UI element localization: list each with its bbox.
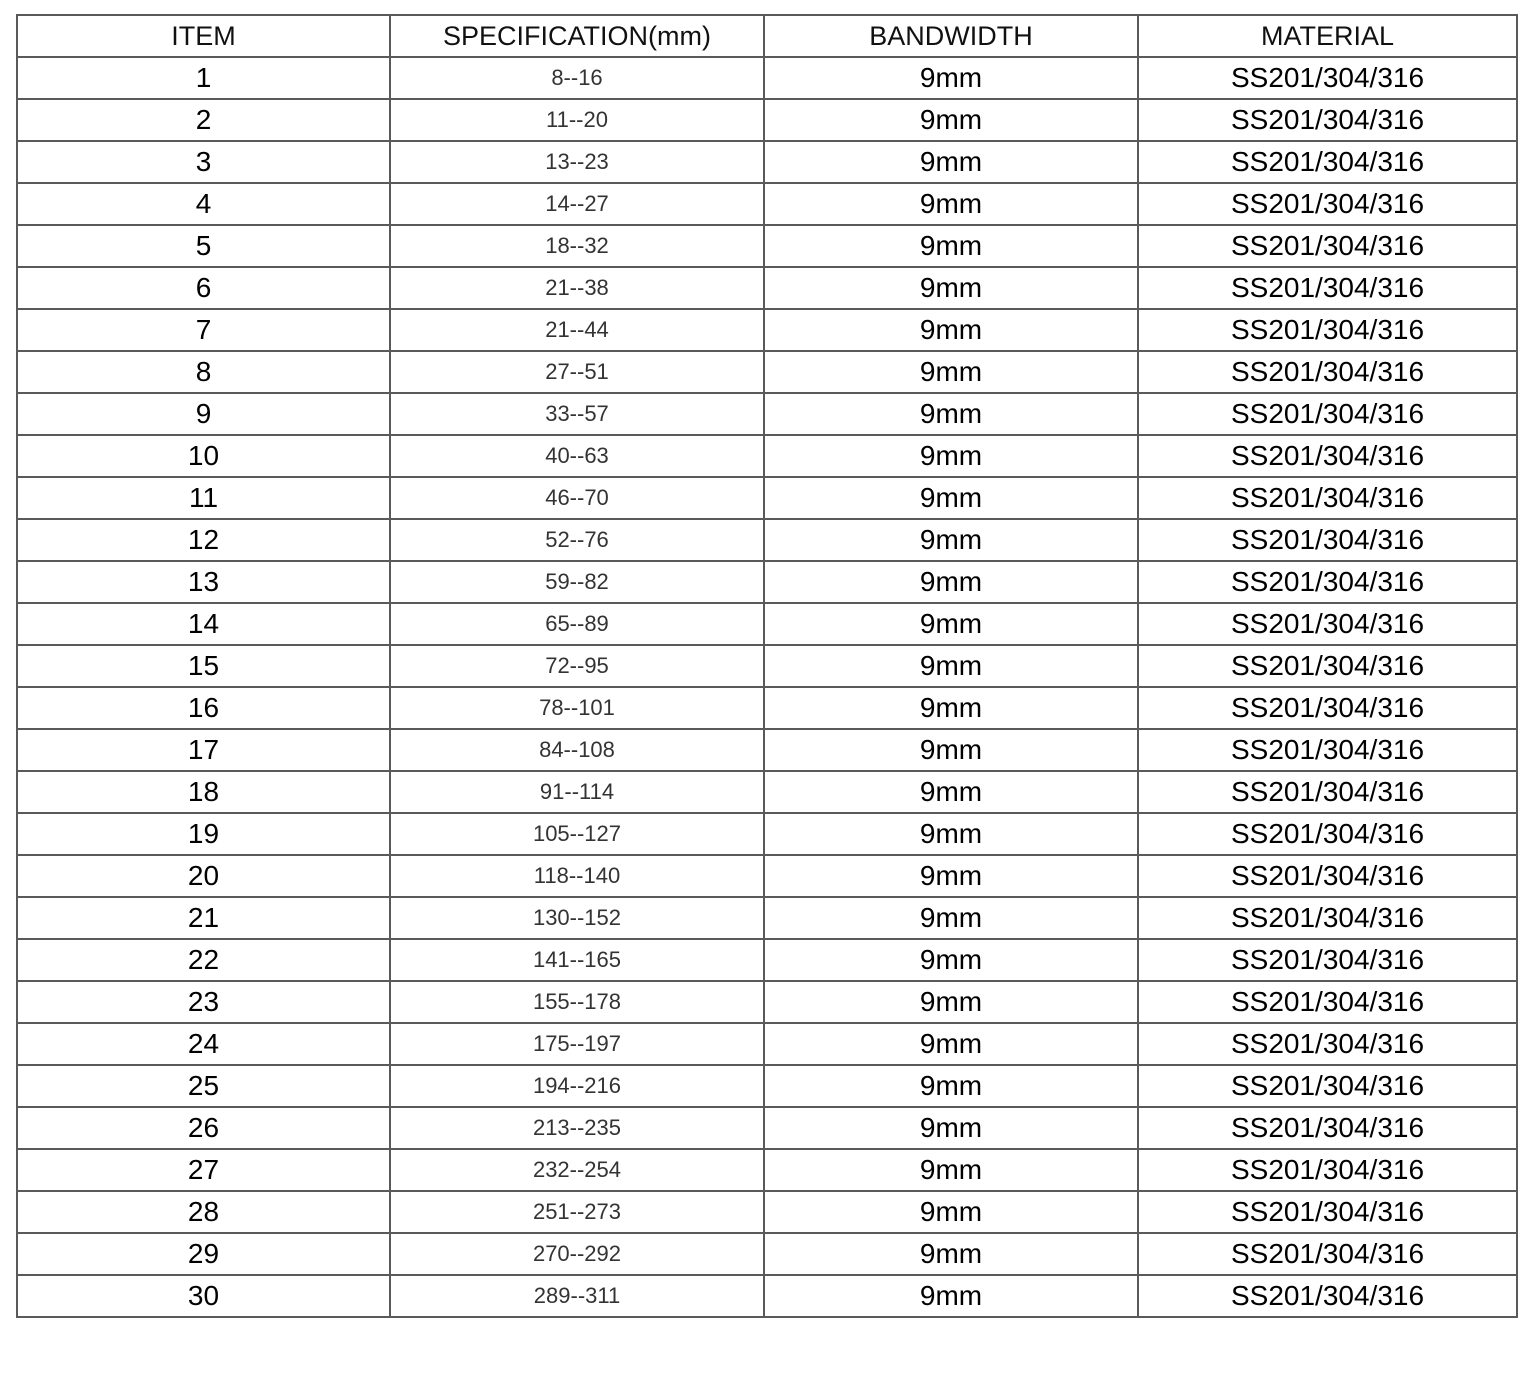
cell-material: SS201/304/316 bbox=[1138, 477, 1517, 519]
cell-bandwidth: 9mm bbox=[764, 729, 1138, 771]
cell-bandwidth: 9mm bbox=[764, 225, 1138, 267]
cell-material: SS201/304/316 bbox=[1138, 939, 1517, 981]
cell-material: SS201/304/316 bbox=[1138, 1023, 1517, 1065]
cell-specification: 21--44 bbox=[390, 309, 764, 351]
cell-bandwidth: 9mm bbox=[764, 309, 1138, 351]
cell-specification: 46--70 bbox=[390, 477, 764, 519]
cell-material: SS201/304/316 bbox=[1138, 897, 1517, 939]
cell-bandwidth: 9mm bbox=[764, 393, 1138, 435]
cell-item: 6 bbox=[17, 267, 390, 309]
cell-specification: 118--140 bbox=[390, 855, 764, 897]
cell-material: SS201/304/316 bbox=[1138, 1065, 1517, 1107]
table-row bbox=[17, 99, 1517, 141]
cell-item: 9 bbox=[17, 393, 390, 435]
specification-table bbox=[16, 14, 1518, 1318]
table-row bbox=[17, 645, 1517, 687]
table-row bbox=[17, 561, 1517, 603]
cell-material: SS201/304/316 bbox=[1138, 183, 1517, 225]
cell-bandwidth: 9mm bbox=[764, 1233, 1138, 1275]
cell-material: SS201/304/316 bbox=[1138, 267, 1517, 309]
table-row bbox=[17, 939, 1517, 981]
cell-item: 23 bbox=[17, 981, 390, 1023]
cell-material: SS201/304/316 bbox=[1138, 1107, 1517, 1149]
cell-material: SS201/304/316 bbox=[1138, 603, 1517, 645]
table-row bbox=[17, 687, 1517, 729]
cell-bandwidth: 9mm bbox=[764, 99, 1138, 141]
cell-specification: 78--101 bbox=[390, 687, 764, 729]
cell-bandwidth: 9mm bbox=[764, 981, 1138, 1023]
cell-material: SS201/304/316 bbox=[1138, 687, 1517, 729]
cell-specification: 175--197 bbox=[390, 1023, 764, 1065]
cell-material: SS201/304/316 bbox=[1138, 99, 1517, 141]
table-row bbox=[17, 1023, 1517, 1065]
cell-specification: 232--254 bbox=[390, 1149, 764, 1191]
cell-specification: 52--76 bbox=[390, 519, 764, 561]
cell-bandwidth: 9mm bbox=[764, 351, 1138, 393]
cell-item: 19 bbox=[17, 813, 390, 855]
cell-specification: 33--57 bbox=[390, 393, 764, 435]
cell-item: 16 bbox=[17, 687, 390, 729]
cell-bandwidth: 9mm bbox=[764, 813, 1138, 855]
cell-material: SS201/304/316 bbox=[1138, 771, 1517, 813]
header-bandwidth: BANDWIDTH bbox=[764, 15, 1138, 57]
cell-material: SS201/304/316 bbox=[1138, 1149, 1517, 1191]
cell-item: 1 bbox=[17, 57, 390, 99]
cell-item: 27 bbox=[17, 1149, 390, 1191]
cell-material: SS201/304/316 bbox=[1138, 813, 1517, 855]
cell-material: SS201/304/316 bbox=[1138, 351, 1517, 393]
cell-bandwidth: 9mm bbox=[764, 1191, 1138, 1233]
table-row bbox=[17, 519, 1517, 561]
table-row bbox=[17, 351, 1517, 393]
header-item: ITEM bbox=[17, 15, 390, 57]
cell-bandwidth: 9mm bbox=[764, 141, 1138, 183]
cell-specification: 213--235 bbox=[390, 1107, 764, 1149]
cell-specification: 105--127 bbox=[390, 813, 764, 855]
cell-material: SS201/304/316 bbox=[1138, 57, 1517, 99]
cell-item: 28 bbox=[17, 1191, 390, 1233]
cell-specification: 91--114 bbox=[390, 771, 764, 813]
cell-bandwidth: 9mm bbox=[764, 1149, 1138, 1191]
cell-item: 10 bbox=[17, 435, 390, 477]
cell-item: 13 bbox=[17, 561, 390, 603]
cell-bandwidth: 9mm bbox=[764, 561, 1138, 603]
cell-specification: 84--108 bbox=[390, 729, 764, 771]
cell-material: SS201/304/316 bbox=[1138, 561, 1517, 603]
cell-specification: 251--273 bbox=[390, 1191, 764, 1233]
cell-item: 18 bbox=[17, 771, 390, 813]
cell-material: SS201/304/316 bbox=[1138, 309, 1517, 351]
cell-bandwidth: 9mm bbox=[764, 855, 1138, 897]
cell-bandwidth: 9mm bbox=[764, 603, 1138, 645]
cell-material: SS201/304/316 bbox=[1138, 393, 1517, 435]
cell-bandwidth: 9mm bbox=[764, 519, 1138, 561]
cell-specification: 59--82 bbox=[390, 561, 764, 603]
table-row bbox=[17, 267, 1517, 309]
table-row bbox=[17, 1107, 1517, 1149]
cell-specification: 40--63 bbox=[390, 435, 764, 477]
table-row bbox=[17, 603, 1517, 645]
cell-specification: 11--20 bbox=[390, 99, 764, 141]
cell-item: 17 bbox=[17, 729, 390, 771]
cell-item: 26 bbox=[17, 1107, 390, 1149]
cell-item: 15 bbox=[17, 645, 390, 687]
cell-material: SS201/304/316 bbox=[1138, 519, 1517, 561]
table-row bbox=[17, 771, 1517, 813]
cell-bandwidth: 9mm bbox=[764, 435, 1138, 477]
cell-item: 20 bbox=[17, 855, 390, 897]
cell-item: 8 bbox=[17, 351, 390, 393]
cell-item: 25 bbox=[17, 1065, 390, 1107]
table-row bbox=[17, 141, 1517, 183]
cell-item: 4 bbox=[17, 183, 390, 225]
cell-specification: 14--27 bbox=[390, 183, 764, 225]
table-row bbox=[17, 1149, 1517, 1191]
table-header-row bbox=[17, 15, 1517, 57]
cell-specification: 130--152 bbox=[390, 897, 764, 939]
cell-specification: 289--311 bbox=[390, 1275, 764, 1317]
cell-item: 14 bbox=[17, 603, 390, 645]
cell-bandwidth: 9mm bbox=[764, 1107, 1138, 1149]
table-row bbox=[17, 1233, 1517, 1275]
table-row bbox=[17, 1065, 1517, 1107]
header-specification: SPECIFICATION(mm) bbox=[390, 15, 764, 57]
cell-specification: 155--178 bbox=[390, 981, 764, 1023]
cell-bandwidth: 9mm bbox=[764, 477, 1138, 519]
cell-material: SS201/304/316 bbox=[1138, 729, 1517, 771]
cell-material: SS201/304/316 bbox=[1138, 1191, 1517, 1233]
table-row bbox=[17, 309, 1517, 351]
cell-bandwidth: 9mm bbox=[764, 1275, 1138, 1317]
cell-material: SS201/304/316 bbox=[1138, 981, 1517, 1023]
table-row bbox=[17, 477, 1517, 519]
cell-bandwidth: 9mm bbox=[764, 687, 1138, 729]
cell-item: 21 bbox=[17, 897, 390, 939]
cell-specification: 141--165 bbox=[390, 939, 764, 981]
cell-bandwidth: 9mm bbox=[764, 267, 1138, 309]
cell-bandwidth: 9mm bbox=[764, 771, 1138, 813]
cell-item: 11 bbox=[17, 477, 390, 519]
cell-item: 3 bbox=[17, 141, 390, 183]
cell-material: SS201/304/316 bbox=[1138, 435, 1517, 477]
cell-bandwidth: 9mm bbox=[764, 183, 1138, 225]
table-row bbox=[17, 729, 1517, 771]
cell-specification: 270--292 bbox=[390, 1233, 764, 1275]
table-row bbox=[17, 435, 1517, 477]
cell-bandwidth: 9mm bbox=[764, 1065, 1138, 1107]
cell-specification: 18--32 bbox=[390, 225, 764, 267]
table-row bbox=[17, 813, 1517, 855]
table-row bbox=[17, 393, 1517, 435]
table-row bbox=[17, 855, 1517, 897]
cell-specification: 194--216 bbox=[390, 1065, 764, 1107]
cell-bandwidth: 9mm bbox=[764, 939, 1138, 981]
cell-specification: 65--89 bbox=[390, 603, 764, 645]
cell-bandwidth: 9mm bbox=[764, 645, 1138, 687]
table-row bbox=[17, 183, 1517, 225]
cell-item: 24 bbox=[17, 1023, 390, 1065]
cell-specification: 13--23 bbox=[390, 141, 764, 183]
cell-bandwidth: 9mm bbox=[764, 57, 1138, 99]
table-row bbox=[17, 57, 1517, 99]
cell-item: 29 bbox=[17, 1233, 390, 1275]
cell-bandwidth: 9mm bbox=[764, 1023, 1138, 1065]
cell-item: 22 bbox=[17, 939, 390, 981]
cell-material: SS201/304/316 bbox=[1138, 1275, 1517, 1317]
cell-material: SS201/304/316 bbox=[1138, 1233, 1517, 1275]
cell-item: 7 bbox=[17, 309, 390, 351]
cell-item: 12 bbox=[17, 519, 390, 561]
cell-bandwidth: 9mm bbox=[764, 897, 1138, 939]
cell-material: SS201/304/316 bbox=[1138, 225, 1517, 267]
cell-material: SS201/304/316 bbox=[1138, 141, 1517, 183]
table-row bbox=[17, 981, 1517, 1023]
table-body bbox=[17, 57, 1517, 1317]
header-material: MATERIAL bbox=[1138, 15, 1517, 57]
cell-item: 2 bbox=[17, 99, 390, 141]
cell-material: SS201/304/316 bbox=[1138, 645, 1517, 687]
cell-specification: 21--38 bbox=[390, 267, 764, 309]
table-row bbox=[17, 897, 1517, 939]
cell-item: 30 bbox=[17, 1275, 390, 1317]
cell-specification: 72--95 bbox=[390, 645, 764, 687]
cell-item: 5 bbox=[17, 225, 390, 267]
cell-material: SS201/304/316 bbox=[1138, 855, 1517, 897]
table-row bbox=[17, 225, 1517, 267]
table-row bbox=[17, 1275, 1517, 1317]
table-row bbox=[17, 1191, 1517, 1233]
cell-specification: 27--51 bbox=[390, 351, 764, 393]
cell-specification: 8--16 bbox=[390, 57, 764, 99]
